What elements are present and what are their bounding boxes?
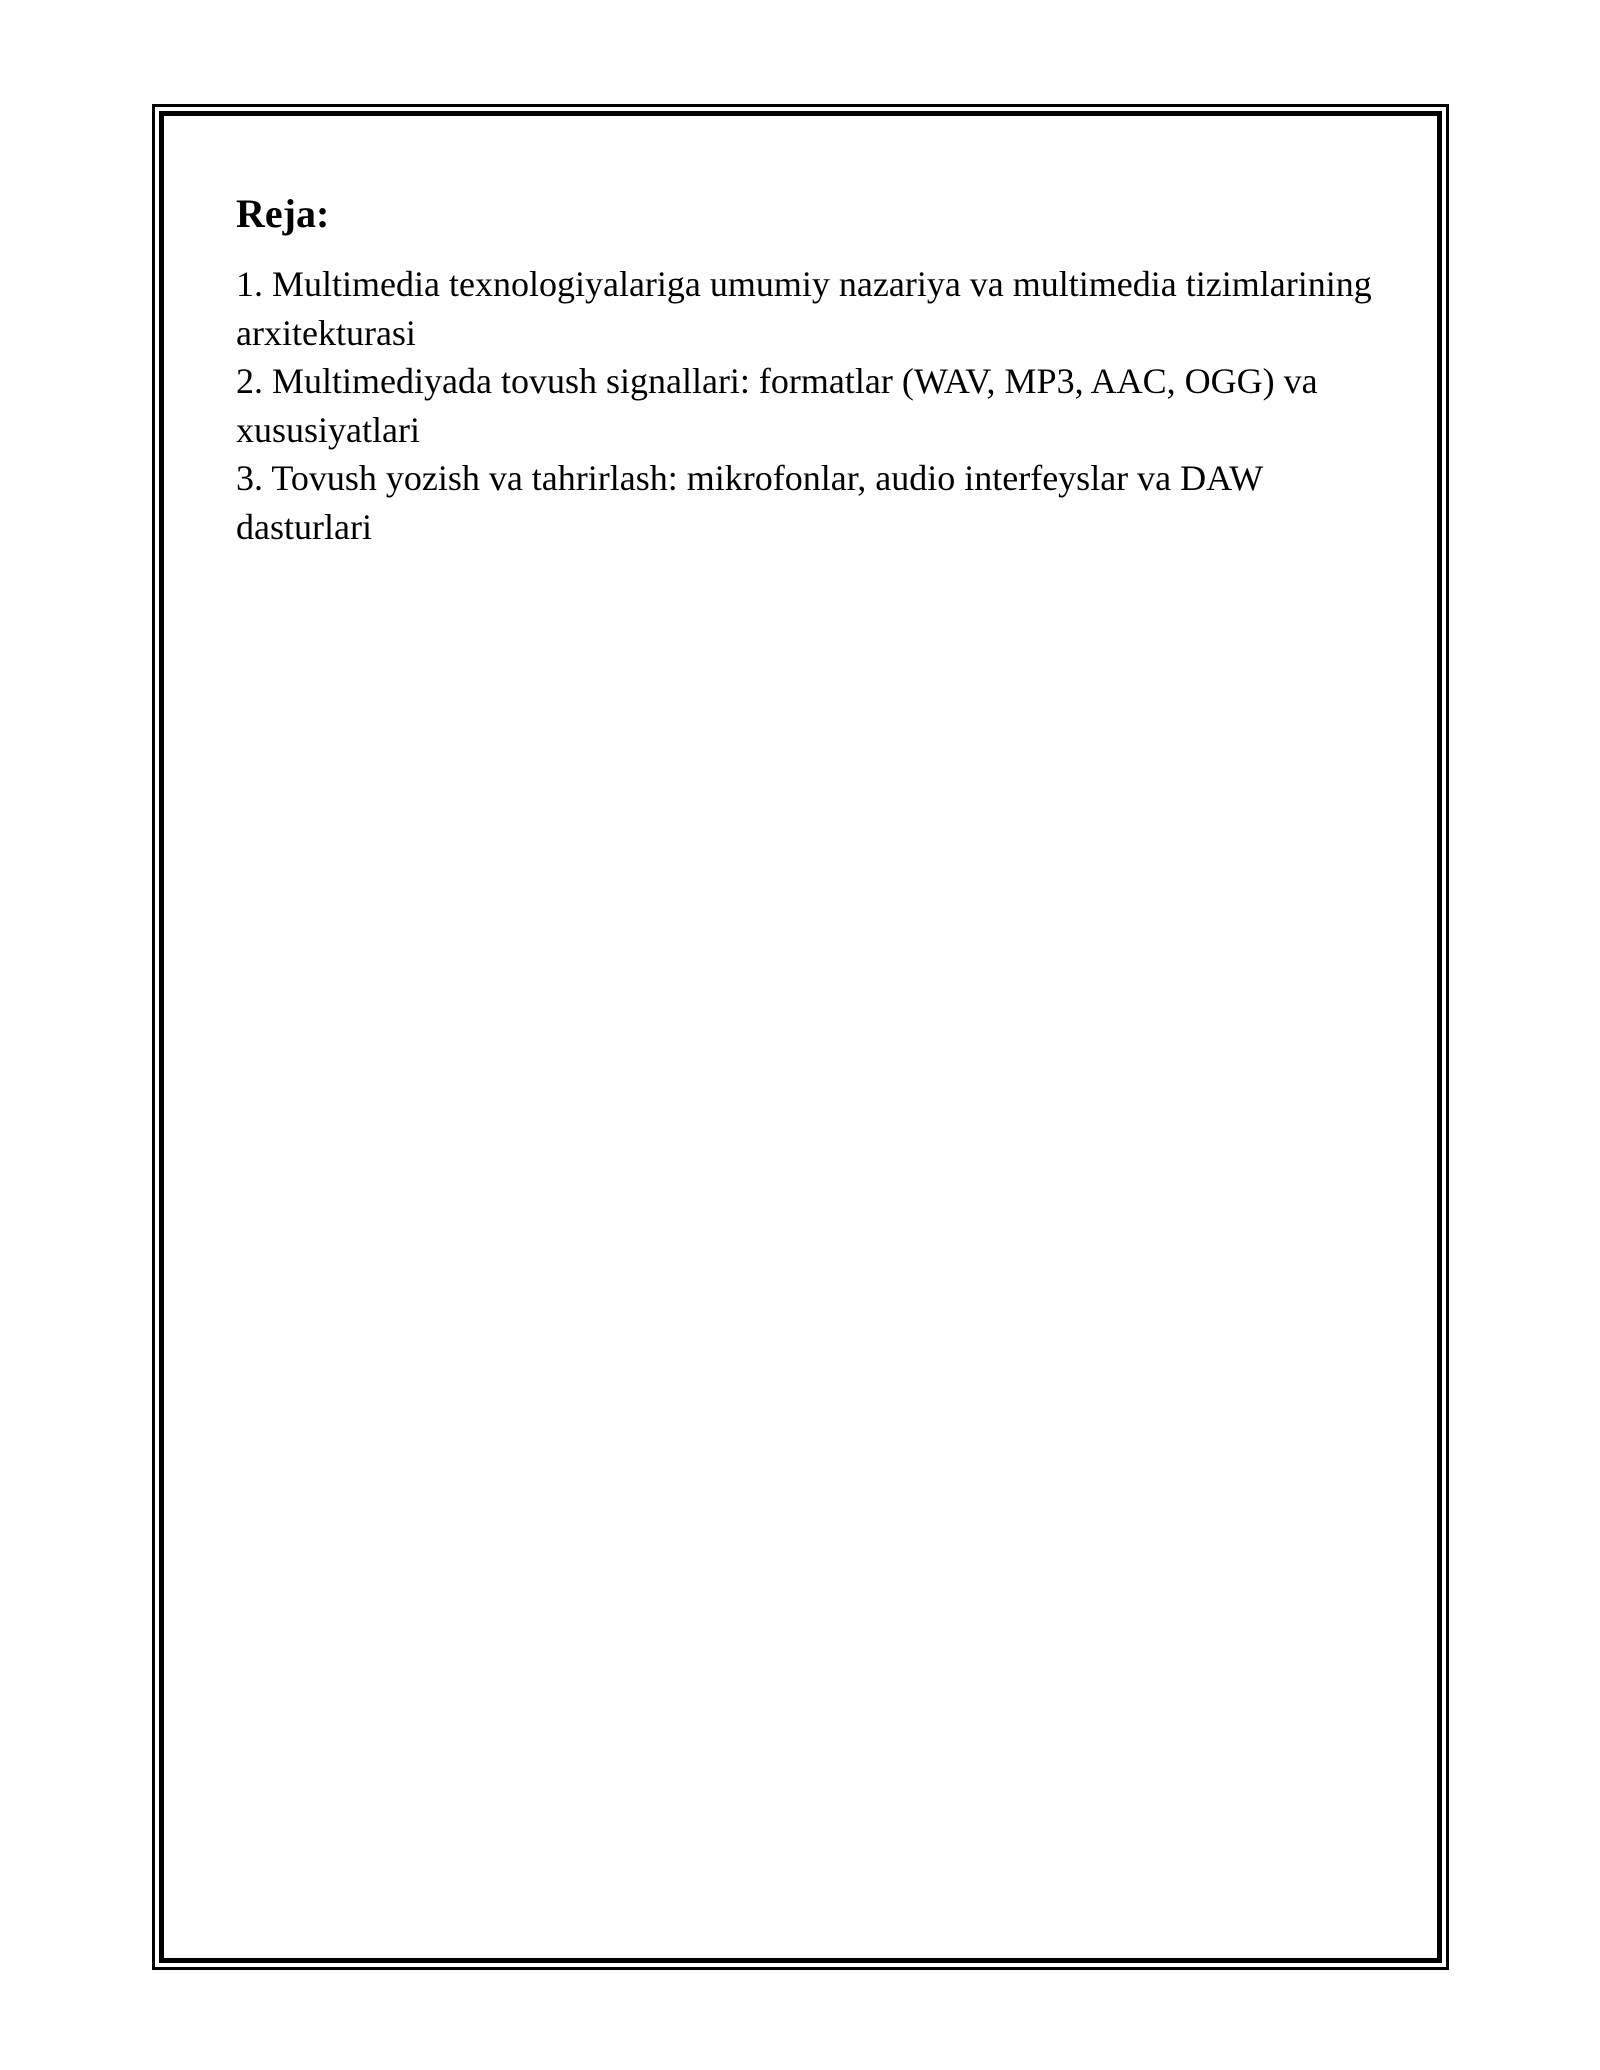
plan-item-3: 3. Tovush yozish va tahrirlash: mikrofonlar, audio interfeyslar va DAW dasturlari	[236, 458, 1263, 547]
plan-heading: Reja:	[236, 191, 330, 236]
document-body	[236, 186, 1376, 551]
plan-item-1: 1. Multimedia texnologiyalariga umumiy nazariya va multimedia tizimlarining arxitekturasi	[236, 264, 1372, 353]
plan-list	[236, 260, 1376, 551]
plan-item-2: 2. Multimediyada tovush signallari: formatlar (WAV, MP3, AAC, OGG) va xususiyatlari	[236, 361, 1318, 450]
